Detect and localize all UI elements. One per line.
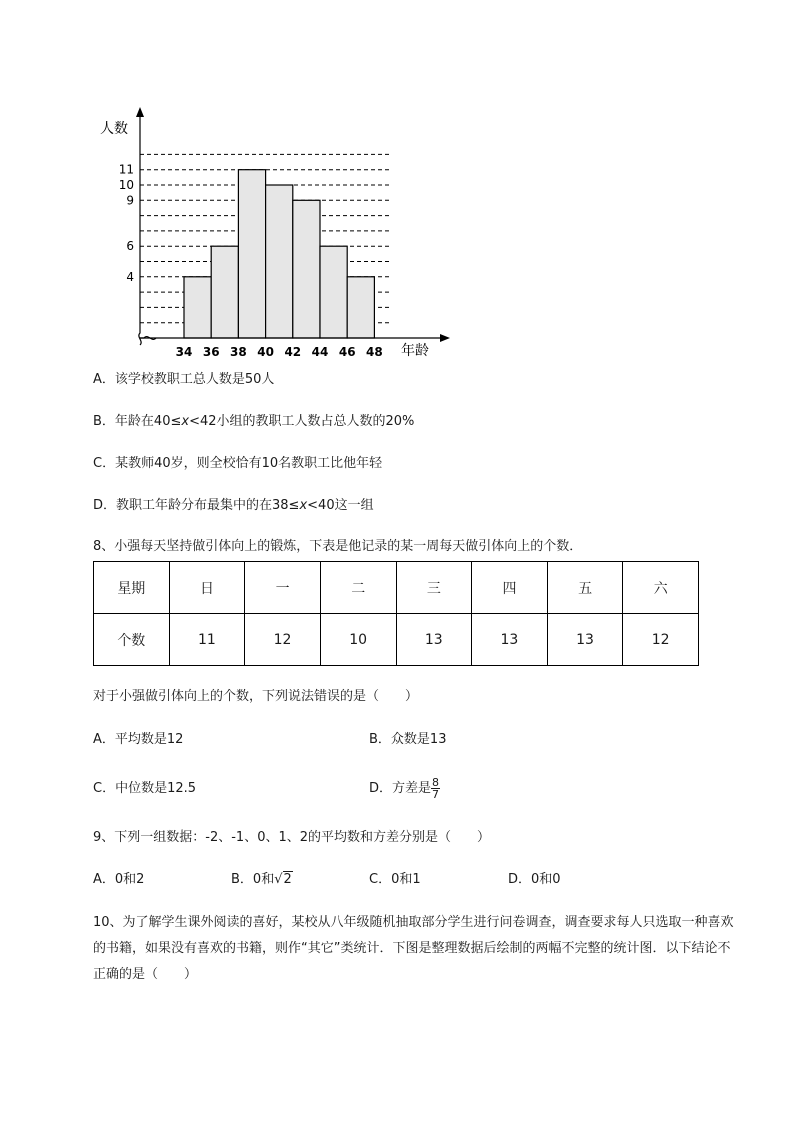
x-tick-label: 40 <box>257 345 274 359</box>
y-tick-label: 9 <box>126 193 134 208</box>
q9-option-d: D．0和0 <box>508 872 561 887</box>
q9-option-a: A．0和2 <box>93 872 145 887</box>
y-tick-label: 6 <box>126 239 134 254</box>
table-cell: 12 <box>623 614 699 666</box>
histogram-bar <box>238 170 265 338</box>
q8-option-d: D．方差是 $\frac{8}{7}$ <box>369 776 440 801</box>
histogram-bar <box>266 185 293 338</box>
table-cell: 一 <box>245 562 321 614</box>
table-row <box>94 614 699 666</box>
q10-stem: 10、为了解学生课外阅读的喜好，某校从八年级随机抽取部分学生进行问卷调查，调查要求每人只选取一种喜欢的书籍，如果没有喜欢的书籍，则作“其它”类统计．下图是整理数据后绘制的两幅不完整的统计图．以下结论不正确的是（ ） <box>93 915 734 982</box>
histogram-bar <box>347 277 374 338</box>
table-cell: 日 <box>169 562 245 614</box>
histogram-bar <box>320 246 347 338</box>
q7-option-b: B．年龄在40≤x<42小组的教职工人数占总人数的20% <box>93 414 415 429</box>
histogram-bar <box>293 200 320 338</box>
q9-stem: 9、下列一组数据：-2、-1、0、1、2的平均数和方差分别是（ ） <box>93 830 491 845</box>
age-histogram <box>90 105 470 370</box>
q8-question: 对于小强做引体向上的个数，下列说法错误的是（ ） <box>93 689 419 704</box>
table-cell: 六 <box>623 562 699 614</box>
y-tick-labels <box>119 163 134 284</box>
q8-option-a: A．平均数是12 <box>93 732 184 747</box>
table-header-row <box>94 562 699 614</box>
y-tick-label: 10 <box>118 178 134 192</box>
table-cell: 三 <box>396 562 472 614</box>
table-cell: 10 <box>320 614 396 666</box>
y-axis-label: 人数 <box>100 121 128 137</box>
q9-option-c: C．0和1 <box>369 872 421 887</box>
x-axis-label: 年龄 <box>401 343 429 359</box>
q7-option-d: D．教职工年龄分布最集中的在38≤x<40这一组 <box>93 498 374 513</box>
table-cell: 星期 <box>94 562 170 614</box>
x-tick-label: 36 <box>202 345 220 359</box>
table-cell: 个数 <box>94 614 170 666</box>
y-tick-label: 4 <box>126 269 134 284</box>
table-cell: 13 <box>472 614 548 666</box>
histogram-bar <box>211 246 238 338</box>
fraction: $\frac{8}{7}$ <box>432 776 440 801</box>
x-tick-labels <box>176 345 383 359</box>
table-cell: 五 <box>547 562 623 614</box>
histogram-bar <box>184 277 211 338</box>
x-tick-label: 34 <box>175 345 193 359</box>
q8-stem: 8、小强每天坚持做引体向上的锻炼，下表是他记录的某一周每天做引体向上的个数． <box>93 539 583 554</box>
table-cell: 12 <box>245 614 321 666</box>
table-cell: 13 <box>396 614 472 666</box>
q7-option-a: A．该学校教职工总人数是50人 <box>93 372 275 387</box>
q8-option-c: C．中位数是12.5 <box>93 781 197 796</box>
x-tick-label: 44 <box>311 345 329 359</box>
x-tick-label: 46 <box>338 345 356 359</box>
x-tick-label: 48 <box>366 345 383 359</box>
y-tick-label: 11 <box>118 162 134 177</box>
table-cell: 四 <box>472 562 548 614</box>
q7-option-c: C．某教师40岁，则全校恰有10名教职工比他年轻 <box>93 456 383 471</box>
x-tick-label: 38 <box>230 345 247 359</box>
sqrt-sign: √2 <box>274 872 292 887</box>
table-cell: 二 <box>320 562 396 614</box>
q8-table <box>93 561 699 666</box>
q8-option-b: B．众数是13 <box>369 732 447 747</box>
histogram-bars <box>184 170 374 338</box>
q9-option-b: B．0和√2 <box>231 872 292 887</box>
table-cell: 13 <box>547 614 623 666</box>
table-cell: 11 <box>169 614 245 666</box>
x-tick-label: 42 <box>284 345 302 359</box>
